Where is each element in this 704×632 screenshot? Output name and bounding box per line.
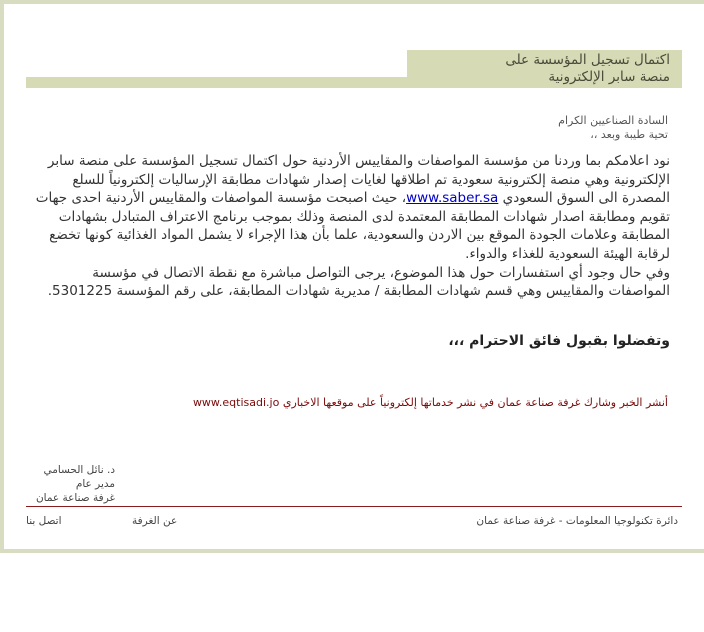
footer-divider bbox=[26, 506, 682, 507]
closing-line: وتفضلوا بقبول فائق الاحترام ،،، bbox=[448, 333, 670, 349]
signature-role: مدير عام bbox=[75, 478, 115, 490]
saber-link[interactable]: www.saber.sa bbox=[406, 190, 499, 207]
news-share-line bbox=[193, 396, 668, 409]
footer-about-link[interactable]: عن الغرفة bbox=[132, 515, 178, 527]
signature-org: غرفة صناعة عمان bbox=[35, 492, 115, 504]
news-site-link[interactable]: www.eqtisadi.jo bbox=[192, 396, 280, 409]
paragraph-1-end: ، حيث اصبحت مؤسسة المواصفات والمقاييس الأردنية احدى جهات تقويم ومطابقة اصدار شهادات المطابقة المعتمدة لدى المنصة وذلك بموجب برنامج الاعتراف المتبادل بشهادات المطابقة وعلامات الجودة الموقع بين الاردن والسعودية، علما بأن هذا الإجراء لا يشمل المواد الغذائية كونها تخضع لرقابة الهيئة السعودية للغذاء والدواء. bbox=[35, 190, 670, 262]
title-line-1: اكتمال تسجيل المؤسسة على bbox=[505, 52, 670, 68]
footer-department: دائرة تكنولوجيا المعلومات - غرفة صناعة عمان bbox=[476, 515, 678, 527]
paragraph-2: وفي حال وجود أي استفسارات حول هذا الموضوع، يرجى التواصل مباشرة مع نقطة الاتصال في مؤسسة المواصفات والمقاييس وهي قسم شهادات المطابقة / مديرية شهادات المطابقة، على رقم المؤسسة 5301225. bbox=[47, 264, 670, 300]
title-line-2: منصة سابر الإلكترونية bbox=[548, 69, 670, 85]
page-title bbox=[407, 50, 682, 88]
signature-name: د. نائل الحسامي bbox=[43, 464, 115, 476]
greeting-line-1: السادة الصناعيين الكرام bbox=[558, 114, 668, 127]
signature bbox=[36, 463, 115, 505]
greeting bbox=[558, 114, 668, 142]
footer-contact-link[interactable]: اتصل بنا bbox=[26, 515, 62, 527]
paragraph-1 bbox=[34, 152, 670, 264]
paragraph-1-start: نود اعلامكم بما وردنا من مؤسسة المواصفات والمقاييس الأردنية حول اكتمال تسجيل المؤسسة على منصة سابر الإلكترونية وهي منصة إلكترونية سعودية تم اطلاقها لغايات إصدار شهادات مطابقة الإرساليات إلكترونياً للسلع المصدرة الى السوق السعودي bbox=[47, 153, 670, 207]
greeting-line-2: تحية طيبة وبعد ،، bbox=[590, 128, 668, 141]
news-text: أنشر الخبر وشارك غرفة صناعة عمان في نشر خدماتها إلكترونياً على موقعها الاخباري bbox=[282, 396, 668, 409]
letter-body bbox=[34, 152, 670, 301]
